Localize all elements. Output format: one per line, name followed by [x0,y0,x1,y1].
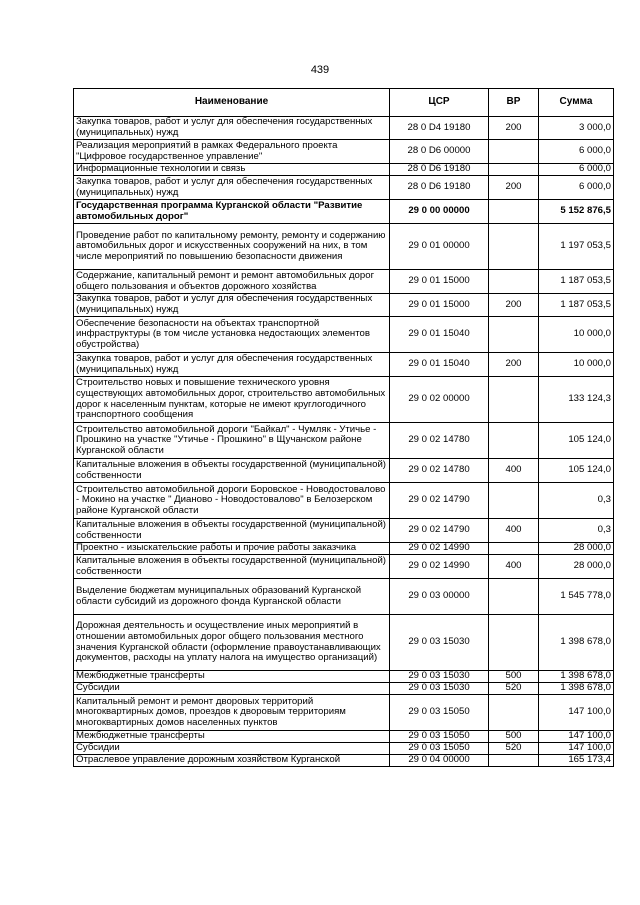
cell-name: Закупка товаров, работ и услуг для обеспечения государственных (муниципальных) нужд [74,117,390,140]
cell-sum: 6 000,0 [539,140,614,164]
table-row [74,755,614,767]
cell-name: Капитальные вложения в объекты государственной (муниципальной) собственности [74,555,390,579]
table-header-row [74,89,614,117]
cell-vr: 400 [489,555,539,579]
cell-csr: 29 0 02 14790 [390,519,489,543]
cell-vr [489,317,539,353]
cell-vr [489,755,539,767]
cell-vr: 520 [489,683,539,695]
cell-name: Строительство автомобильной дороги "Байкал" - Чумляк - Утичье - Прошкино на участке "Утичье - Прошкино" в Щучанском районе Курганской области [74,423,390,459]
cell-vr [489,224,539,270]
table-row [74,200,614,224]
cell-vr [489,615,539,671]
cell-name: Капитальные вложения в объекты государственной (муниципальной) собственности [74,519,390,543]
cell-vr: 520 [489,743,539,755]
cell-sum: 3 000,0 [539,117,614,140]
header-sum: Сумма [539,89,614,117]
cell-sum: 6 000,0 [539,176,614,200]
cell-name: Реализация мероприятий в рамках Федерального проекта "Цифровое государственное управление" [74,140,390,164]
cell-sum: 1 187 053,5 [539,270,614,294]
table-row [74,483,614,519]
cell-sum: 6 000,0 [539,164,614,176]
cell-csr: 29 0 02 00000 [390,377,489,423]
cell-csr: 29 0 00 00000 [390,200,489,224]
header-vr: ВР [489,89,539,117]
cell-name: Содержание, капитальный ремонт и ремонт автомобильных дорог общего пользования и объектов дорожного хозяйства [74,270,390,294]
cell-vr [489,140,539,164]
cell-name: Субсидии [74,743,390,755]
cell-sum: 10 000,0 [539,317,614,353]
cell-csr: 28 0 D6 19180 [390,176,489,200]
table-row [74,294,614,317]
cell-sum: 165 173,4 [539,755,614,767]
table-row [74,140,614,164]
cell-csr: 28 0 D6 19180 [390,164,489,176]
cell-vr [489,543,539,555]
cell-sum: 0,3 [539,519,614,543]
table-row [74,423,614,459]
cell-csr: 29 0 03 15050 [390,731,489,743]
cell-csr: 29 0 03 15030 [390,615,489,671]
cell-name: Выделение бюджетам муниципальных образований Курганской области субсидий из дорожного фонда Курганской области [74,579,390,615]
table-row [74,164,614,176]
table-row [74,555,614,579]
cell-name: Межбюджетные трансферты [74,671,390,683]
cell-sum: 1 398 678,0 [539,671,614,683]
table-row [74,353,614,377]
cell-sum: 1 187 053,5 [539,294,614,317]
cell-sum: 147 100,0 [539,695,614,731]
page-number: 439 [310,64,330,76]
cell-csr: 29 0 01 00000 [390,224,489,270]
cell-vr [489,377,539,423]
cell-vr [489,200,539,224]
cell-csr: 29 0 01 15040 [390,353,489,377]
cell-csr: 29 0 02 14790 [390,483,489,519]
cell-vr [489,579,539,615]
cell-csr: 29 0 03 15050 [390,743,489,755]
cell-csr: 29 0 03 15030 [390,671,489,683]
cell-sum: 28 000,0 [539,543,614,555]
cell-name: Обеспечение безопасности на объектах транспортной инфраструктуры (в том числе установка недостающих элементов обустройства) [74,317,390,353]
cell-csr: 29 0 02 14990 [390,543,489,555]
cell-csr: 29 0 04 00000 [390,755,489,767]
table-row [74,176,614,200]
cell-sum: 147 100,0 [539,743,614,755]
cell-name: Строительство автомобильной дороги Боровское - Новодостовалово - Мокино на участке " Дианово - Новодостовалово" в Белозерском районе Курганской области [74,483,390,519]
table-row [74,224,614,270]
cell-csr: 29 0 03 15050 [390,695,489,731]
cell-vr: 400 [489,459,539,483]
table-row [74,317,614,353]
header-csr: ЦСР [390,89,489,117]
cell-vr: 500 [489,731,539,743]
cell-sum: 105 124,0 [539,459,614,483]
cell-sum: 5 152 876,5 [539,200,614,224]
cell-name: Государственная программа Курганской области "Развитие автомобильных дорог" [74,200,390,224]
cell-name: Субсидии [74,683,390,695]
cell-name: Закупка товаров, работ и услуг для обеспечения государственных (муниципальных) нужд [74,176,390,200]
cell-name: Строительство новых и повышение технического уровня существующих автомобильных дорог, строительство автомобильных дорог к населенным пунктам, которые не имеют круглогодичного транспортного сообщения [74,377,390,423]
cell-csr: 29 0 02 14780 [390,423,489,459]
budget-table [73,88,614,767]
cell-vr: 400 [489,519,539,543]
cell-vr: 200 [489,294,539,317]
table-body [74,117,614,767]
cell-sum: 1 197 053,5 [539,224,614,270]
table-row [74,459,614,483]
table-row [74,377,614,423]
table-row [74,117,614,140]
cell-csr: 29 0 01 15000 [390,270,489,294]
table-row [74,671,614,683]
cell-name: Межбюджетные трансферты [74,731,390,743]
table-row [74,731,614,743]
table-row [74,743,614,755]
table-row [74,615,614,671]
cell-csr: 29 0 01 15040 [390,317,489,353]
cell-sum: 133 124,3 [539,377,614,423]
cell-name: Проектно - изыскательские работы и прочие работы заказчика [74,543,390,555]
cell-sum: 1 398 678,0 [539,683,614,695]
cell-sum: 10 000,0 [539,353,614,377]
cell-name: Закупка товаров, работ и услуг для обеспечения государственных (муниципальных) нужд [74,294,390,317]
cell-vr [489,164,539,176]
cell-name: Дорожная деятельность и осуществление иных мероприятий в отношении автомобильных дорог общего пользования местного значения Курганской области (оформление правоустанавливающих документов, расходы на уплату налога на имущество организаций) [74,615,390,671]
cell-sum: 105 124,0 [539,423,614,459]
cell-csr: 28 0 D6 00000 [390,140,489,164]
cell-csr: 29 0 03 00000 [390,579,489,615]
table-row [74,270,614,294]
cell-name: Информационные технологии и связь [74,164,390,176]
cell-vr [489,483,539,519]
cell-vr [489,423,539,459]
table-row [74,543,614,555]
cell-csr: 29 0 02 14780 [390,459,489,483]
cell-csr: 29 0 01 15000 [390,294,489,317]
cell-vr [489,270,539,294]
cell-vr: 200 [489,117,539,140]
cell-csr: 29 0 03 15030 [390,683,489,695]
cell-vr: 500 [489,671,539,683]
cell-vr [489,695,539,731]
cell-vr: 200 [489,176,539,200]
table-row [74,683,614,695]
header-name: Наименование [74,89,390,117]
cell-csr: 29 0 02 14990 [390,555,489,579]
cell-name: Закупка товаров, работ и услуг для обеспечения государственных (муниципальных) нужд [74,353,390,377]
table-row [74,519,614,543]
table-row [74,579,614,615]
cell-sum: 1 398 678,0 [539,615,614,671]
cell-name: Отраслевое управление дорожным хозяйством Курганской [74,755,390,767]
table-row [74,695,614,731]
cell-sum: 1 545 778,0 [539,579,614,615]
cell-csr: 28 0 D4 19180 [390,117,489,140]
cell-sum: 0,3 [539,483,614,519]
cell-name: Капитальный ремонт и ремонт дворовых территорий многоквартирных домов, проездов к дворовым территориям многоквартирных домов населенных пунктов [74,695,390,731]
cell-vr: 200 [489,353,539,377]
cell-name: Проведение работ по капитальному ремонту, ремонту и содержанию автомобильных дорог и искусственных сооружений на них, в том числе мероприятий по повышению безопасности движения [74,224,390,270]
cell-sum: 28 000,0 [539,555,614,579]
cell-name: Капитальные вложения в объекты государственной (муниципальной) собственности [74,459,390,483]
cell-sum: 147 100,0 [539,731,614,743]
